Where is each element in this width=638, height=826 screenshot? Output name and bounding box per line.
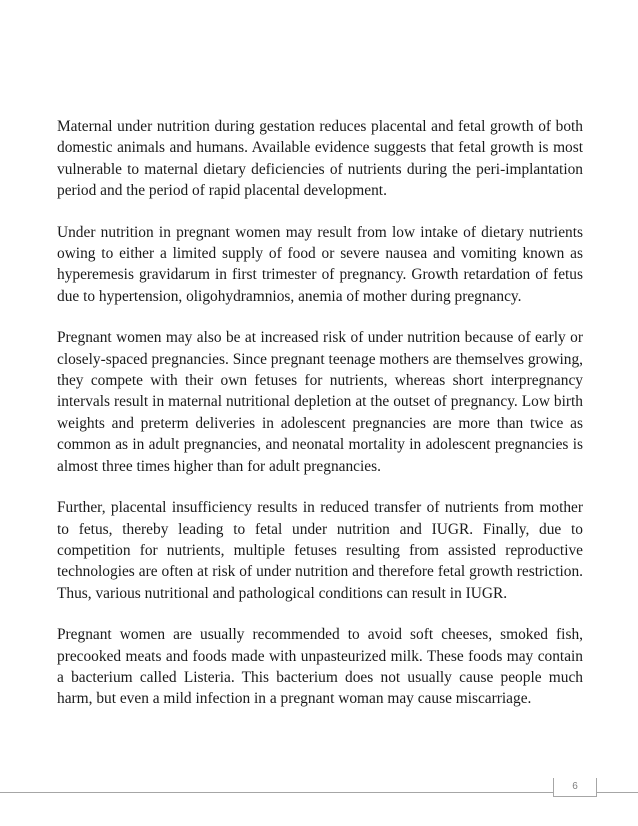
page-number: 6 bbox=[572, 781, 578, 792]
paragraph-4: Further, placental insufficiency results in reduced transfer of nutrients from mother to fetus, thereby leading to fetal under nutrition and IUGR. Finally, due to competition for nutrients, multiple fetuses resulting from assisted reproductive technologies are often at risk of under nutrition and therefore fetal growth restriction. Thus, various nutritional and pathological conditions can result in IUGR. bbox=[57, 499, 583, 602]
paragraph-5: Pregnant women are usually recommended to avoid soft cheeses, smoked fish, precooked meats and foods made with unpasteurized milk. These foods may contain a bacterium called Listeria. This bacterium does not usually cause people much harm, but even a mild infection in a pregnant woman may cause miscarriage. bbox=[57, 626, 583, 708]
footer-divider bbox=[0, 792, 638, 793]
paragraph-1: Maternal under nutrition during gestation reduces placental and fetal growth of both domestic animals and humans. Available evidence suggests that fetal growth is most vulnerable to maternal dietary deficiencies of nutrients during the peri-implantation period and the period of rapid placental development. bbox=[57, 118, 583, 200]
page-number-box bbox=[553, 778, 597, 797]
paragraph-3: Pregnant women may also be at increased risk of under nutrition because of early or closely-spaced pregnancies. Since pregnant teenage mothers are themselves growing, they compete with their own fetuses for nutrients, whereas short interpregnancy intervals result in maternal nutritional depletion at the outset of pregnancy. Low birth weights and preterm deliveries in adolescent pregnancies are more than twice as common as in adult pregnancies, and neonatal mortality in adolescent pregnancies is almost three times higher than for adult pregnancies. bbox=[57, 329, 583, 475]
body-text bbox=[57, 116, 583, 730]
paragraph-2: Under nutrition in pregnant women may result from low intake of dietary nutrients owing to either a limited supply of food or severe nausea and vomiting known as hyperemesis gravidarum in first trimester of pregnancy. Growth retardation of fetus due to hypertension, oligohydramnios, anemia of mother during pregnancy. bbox=[57, 223, 583, 305]
